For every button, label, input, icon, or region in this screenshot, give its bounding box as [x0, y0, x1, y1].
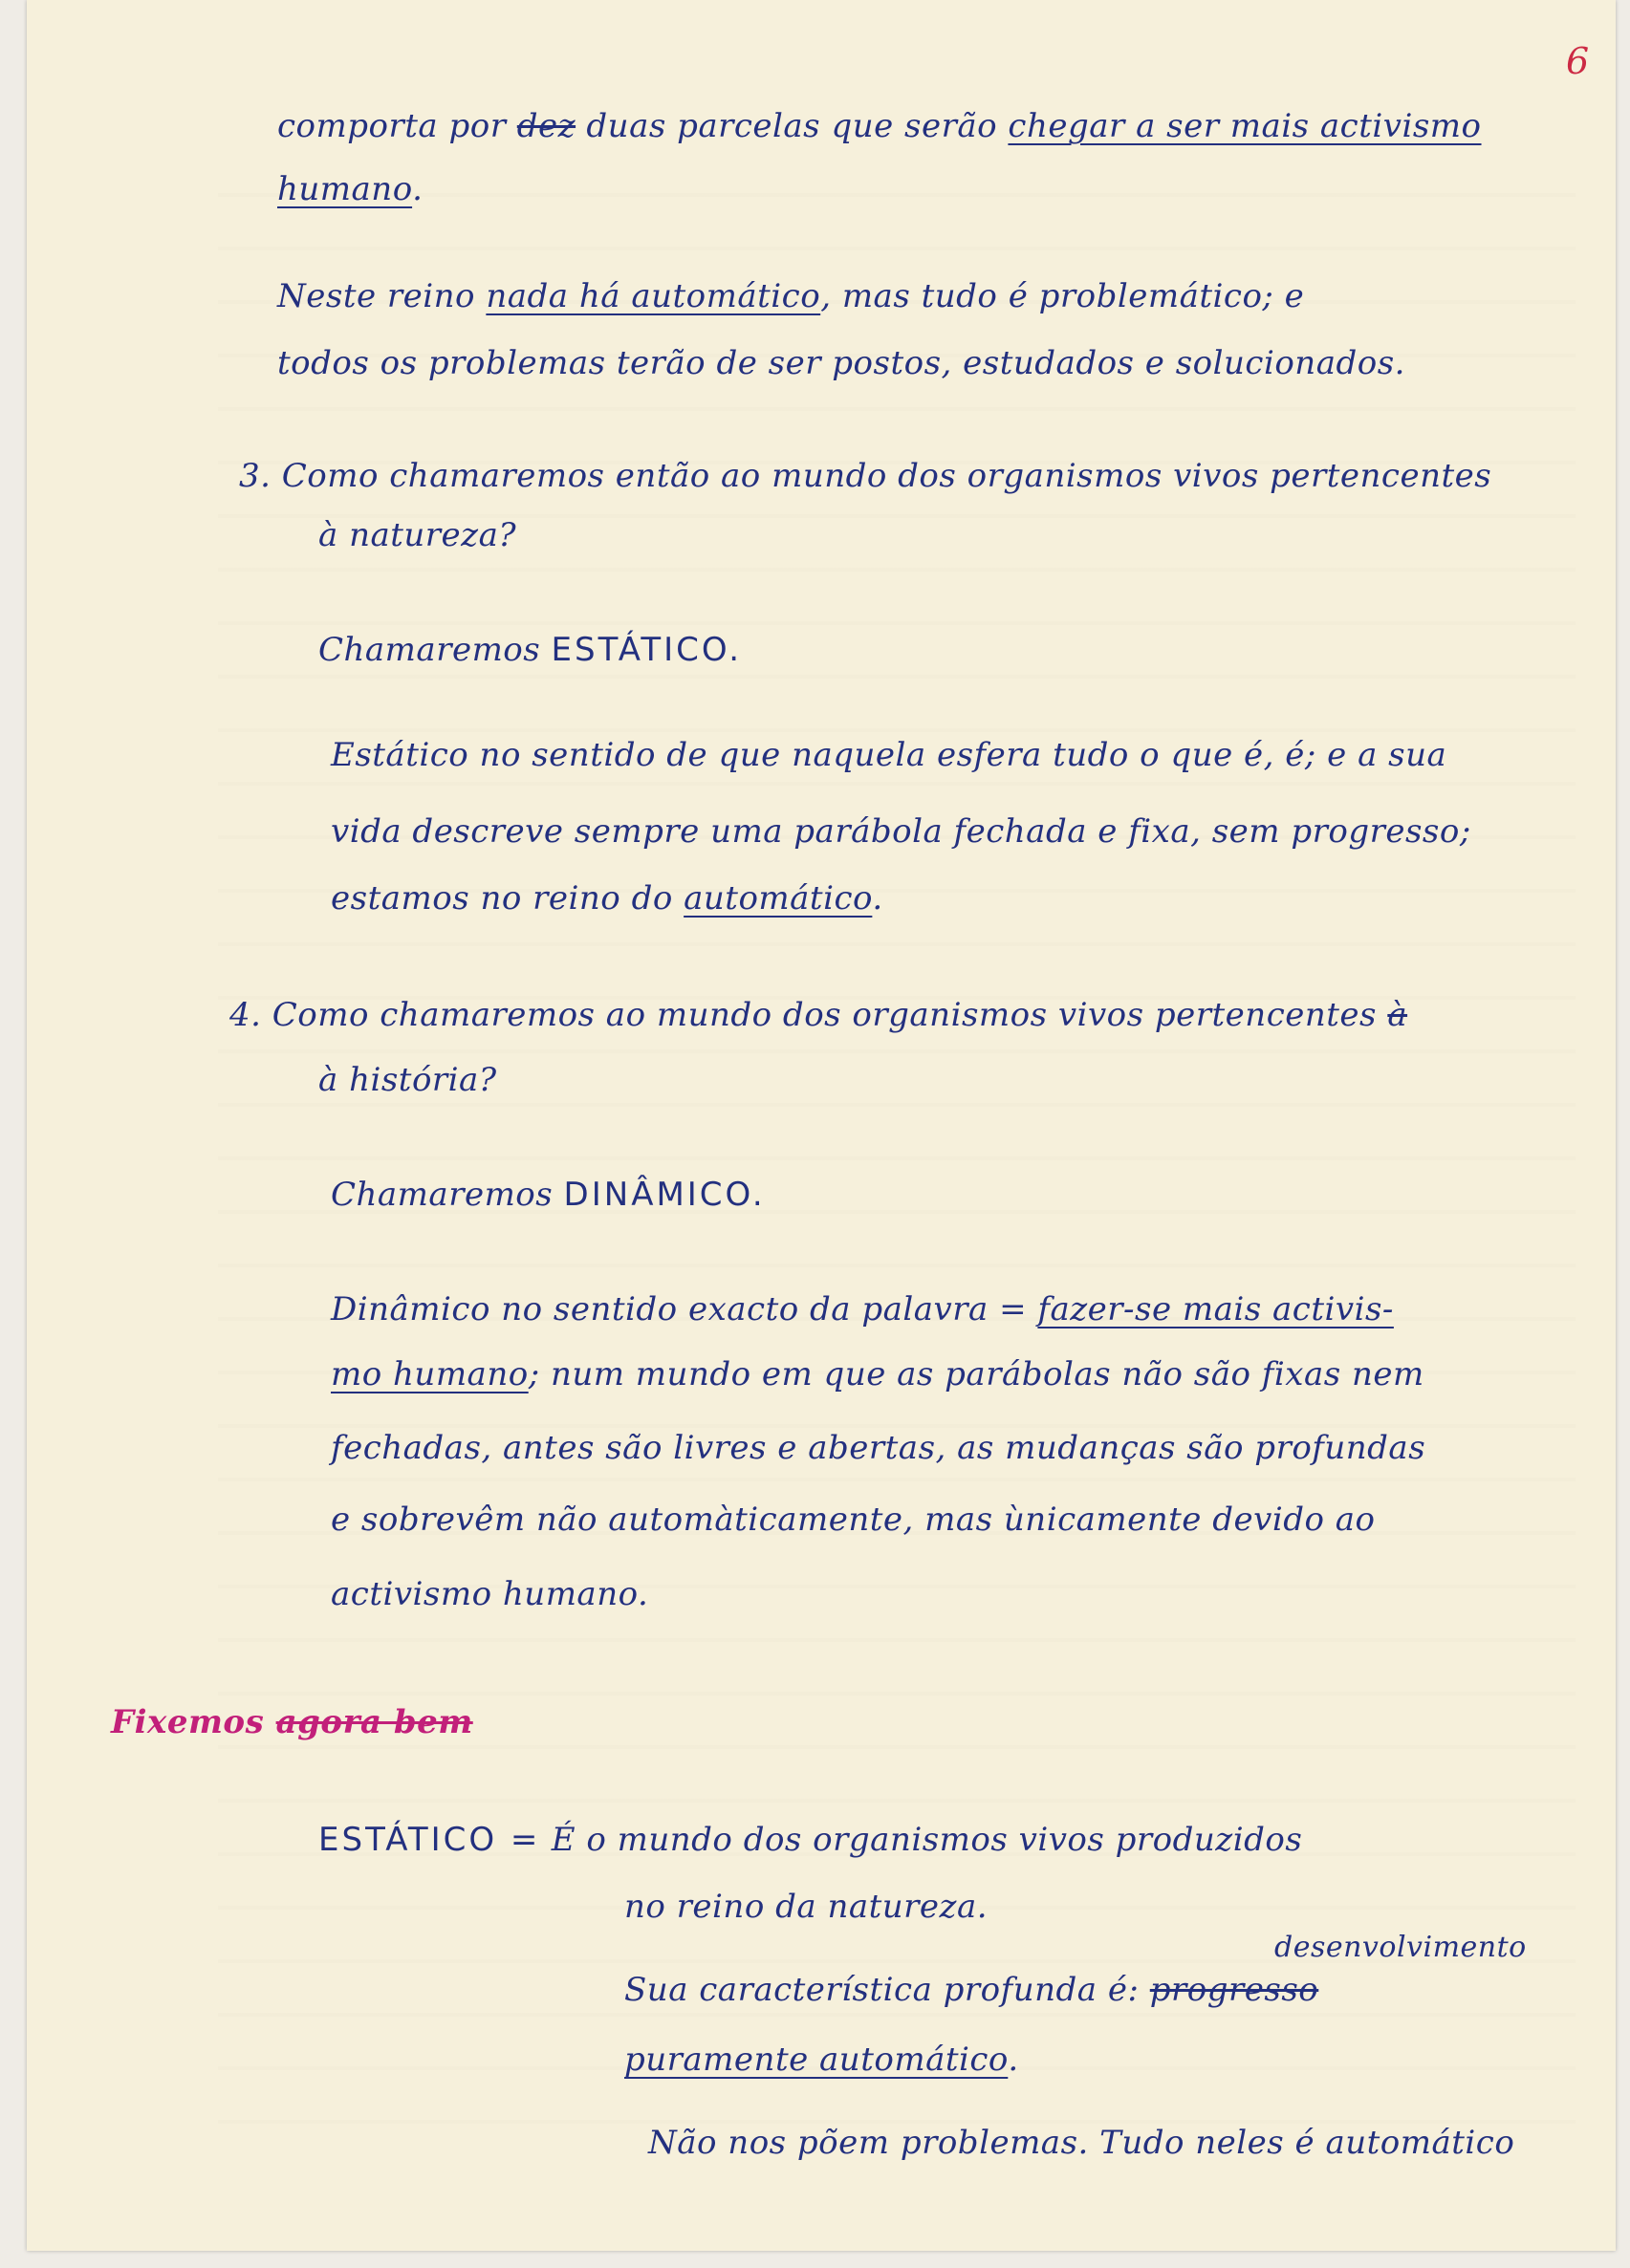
line-13-caps: DINÂMICO.: [563, 1176, 766, 1214]
line-19-caps: ESTÁTICO =: [318, 1821, 541, 1859]
line-1: [277, 107, 1482, 145]
line-10: [331, 879, 883, 918]
line-15: [331, 1355, 1424, 1393]
line-3: [277, 277, 1304, 315]
line-1-struck: dez: [516, 107, 576, 145]
line-7: [318, 631, 742, 669]
line-12: à história?: [318, 1061, 497, 1099]
line-14-text-a: Dinâmico no sentido exacto da palavra =: [331, 1290, 1038, 1328]
pink-note-text-a: Fixemos: [111, 1703, 276, 1741]
line-15-text-b: ; num mundo em que as parábolas não são fixas nem: [528, 1355, 1424, 1393]
pink-note: [111, 1703, 473, 1741]
line-14: [331, 1290, 1394, 1328]
line-10-text-b: .: [872, 879, 883, 918]
line-2: [277, 170, 423, 208]
line-23: Não nos põem problemas. Tudo neles é automático: [648, 2124, 1515, 2162]
line-7-text-a: Chamaremos: [318, 631, 552, 669]
line-15-underlined: mo humano: [331, 1355, 529, 1393]
line-21-text-a: Sua característica profunda é:: [624, 1971, 1150, 2009]
line-20: no reino da natureza.: [624, 1888, 989, 1926]
line-13-text-a: Chamaremos: [331, 1176, 564, 1214]
line-3-text-b: , mas tudo é problemático; e: [820, 277, 1305, 315]
line-8: Estático no sentido de que naquela esfera tudo o que é, é; e a sua: [331, 736, 1447, 774]
pink-note-struck: agora bem: [275, 1703, 473, 1741]
line-22-text-b: .: [1008, 2041, 1019, 2079]
line-7-caps: ESTÁTICO.: [551, 631, 743, 669]
line-11-struck: à: [1387, 996, 1408, 1034]
line-19: [318, 1821, 1302, 1859]
line-1-text-a: comporta por: [277, 107, 517, 145]
line-13: [331, 1176, 766, 1214]
line-1-text-b: duas parcelas que serão: [576, 107, 1009, 145]
line-9: vida descreve sempre uma parábola fechada e fixa, sem progresso;: [331, 812, 1471, 851]
line-3-text-a: Neste reino: [277, 277, 487, 315]
line-17: e sobrevêm não automàticamente, mas ùnicamente devido ao: [331, 1501, 1376, 1539]
line-21: [624, 1971, 1318, 2009]
line-18: activismo humano.: [331, 1575, 649, 1613]
line-21-superscript: desenvolvimento: [1274, 1931, 1527, 1964]
line-10-underlined: automático: [684, 879, 873, 918]
line-16: fechadas, antes são livres e abertas, as mudanças são profundas: [331, 1429, 1426, 1467]
line-10-text-a: estamos no reino do: [331, 879, 685, 918]
line-14-underlined: fazer-se mais activis-: [1037, 1290, 1394, 1328]
line-4: todos os problemas terão de ser postos, estudados e solucionados.: [277, 344, 1405, 382]
line-1-underlined: chegar a ser mais activismo: [1008, 107, 1482, 145]
line-2-underlined: humano: [277, 170, 413, 208]
line-22-underlined: puramente automático: [624, 2041, 1009, 2079]
page-number: 6: [1566, 40, 1590, 82]
document-page: [27, 0, 1616, 2251]
line-19-text-b: É o mundo dos organismos vivos produzidos: [540, 1821, 1303, 1859]
line-11-text-a: 4. Como chamaremos ao mundo dos organismos vivos pertencentes: [229, 996, 1388, 1034]
line-22: [624, 2041, 1019, 2079]
line-2-text-b: .: [412, 170, 424, 208]
line-6: à natureza?: [318, 516, 517, 554]
line-3-underlined: nada há automático: [486, 277, 821, 315]
line-21-struck: progresso: [1149, 1971, 1319, 2009]
line-5: 3. Como chamaremos então ao mundo dos organismos vivos pertencentes: [239, 457, 1492, 495]
line-11: [229, 996, 1407, 1034]
